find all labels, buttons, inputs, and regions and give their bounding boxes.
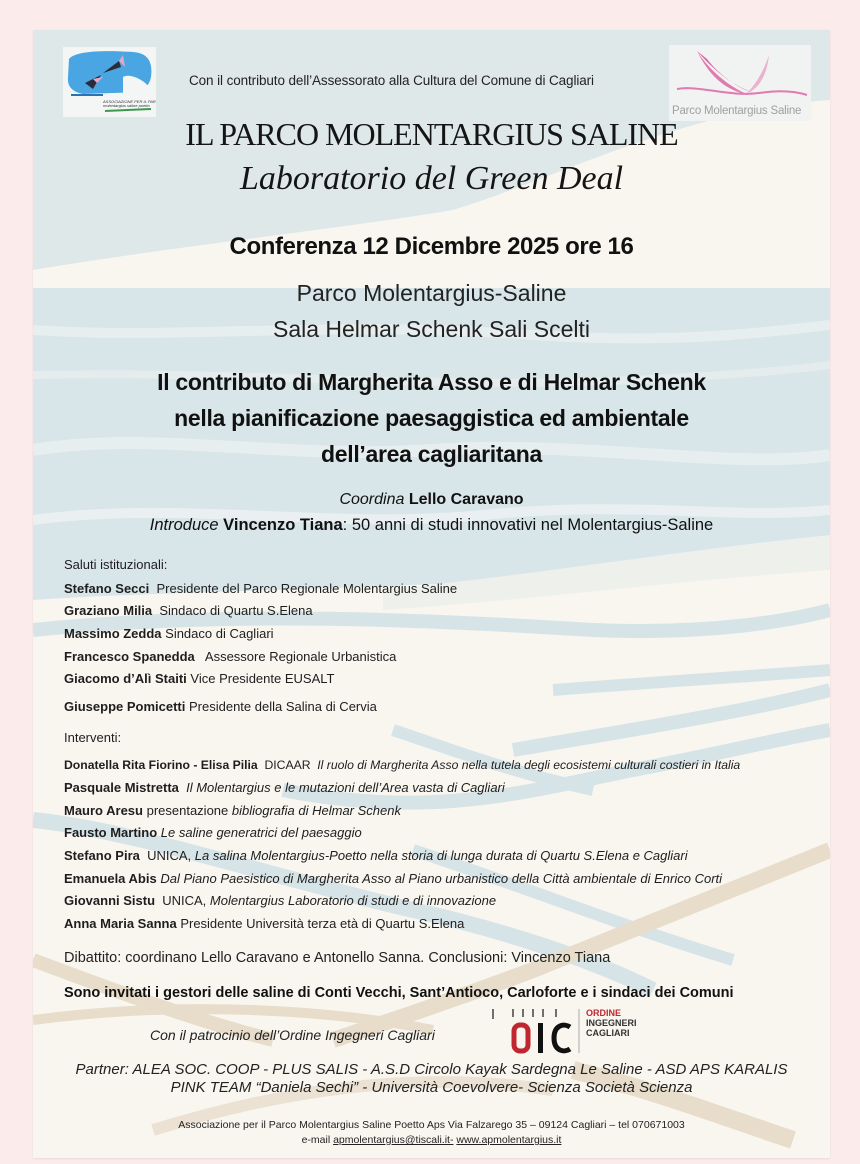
saluti-item — [64, 671, 334, 686]
speaker-name: Fausto Martino — [64, 825, 158, 840]
speaker-role: Sindaco di Quartu S.Elena — [152, 603, 313, 618]
interventi-heading: Interventi: — [64, 730, 122, 745]
speaker-role: Presidente del Parco Regionale Molentargius Saline — [149, 581, 458, 596]
speaker-name: Stefano Secci — [64, 581, 150, 596]
talk-title: Le saline generatrici del paesaggio — [160, 825, 362, 840]
association-logo — [63, 47, 156, 117]
oic-mark-icon — [488, 1007, 583, 1055]
speaker-role: Sindaco di Cagliari — [161, 626, 274, 641]
saluti-item — [64, 603, 313, 618]
speaker-role: Presidente della Salina di Cervia — [185, 699, 377, 714]
contact-line — [33, 1134, 830, 1146]
oic-line-2: INGEGNERI — [586, 1018, 637, 1028]
intro-label: Introduce — [149, 516, 219, 534]
intervento-item — [64, 871, 722, 886]
poster-subtitle: Laboratorio del Green Deal — [239, 160, 624, 197]
speaker-name: Francesco Spanedda — [64, 649, 195, 664]
debate-line: Dibattito: coordinano Lello Caravano e Antonello Sanna. Conclusioni: Vincenzo Tiana — [64, 950, 611, 966]
intervento-item — [64, 893, 496, 908]
saluti-item — [64, 581, 457, 596]
association-address: Associazione per il Parco Molentargius Saline Poetto Aps Via Falzarego 35 – 09124 Cagliari – tel 070671003 — [178, 1119, 685, 1131]
oic-text — [586, 1008, 637, 1038]
ordine-ingegneri-logo — [488, 1007, 637, 1055]
svg-text:molentargius saline poetto: molentargius saline poetto — [103, 103, 150, 108]
website-link[interactable]: www.apmolentargius.it — [456, 1134, 562, 1146]
speaker-name: Mauro Aresu — [64, 803, 143, 818]
introduction-line — [33, 516, 830, 535]
invited-line: Sono invitati i gestori delle saline di Conti Vecchi, Sant’Antioco, Carloforte e i sindaci dei Comuni — [64, 985, 734, 1001]
talk-title: Dal Piano Paesistico di Margherita Asso al Piano urbanistico della Città ambientale di Enrico Corti — [160, 871, 723, 886]
flamingo-wing-icon — [669, 45, 811, 105]
patronage-line: Con il patrocinio dell’Ordine Ingegneri Cagliari — [150, 1027, 435, 1043]
speaker-name: Stefano Pira — [64, 848, 140, 863]
speaker-name: Donatella Rita Fiorino - Elisa Pilia — [64, 758, 258, 772]
intervento-item — [64, 848, 688, 863]
coordinator-name: Lello Caravano — [408, 491, 524, 508]
email-label: e-mail — [301, 1134, 334, 1146]
topic-line-3: dell’area cagliaritana — [321, 441, 542, 467]
parco-molentargius-logo — [669, 45, 811, 121]
venue-line-2: Sala Helmar Schenk Sali Scelti — [272, 316, 591, 342]
talk-title: La salina Molentargius-Poetto nella storia di lunga durata di Quartu S.Elena e Cagliari — [194, 848, 688, 863]
svg-text:ASSOCIAZIONE PER IL PARCO: ASSOCIAZIONE PER IL PARCO — [103, 99, 156, 104]
intro-name: Vincenzo Tiana — [223, 516, 343, 534]
email-link[interactable]: apmolentargius@tiscali.it- — [333, 1134, 454, 1146]
speaker-name: Graziano Milia — [64, 603, 153, 618]
speaker-name: Massimo Zedda — [64, 626, 162, 641]
topic-line-1: Il contributo di Margherita Asso e di Helmar Schenk — [157, 369, 706, 395]
saluti-item — [64, 699, 377, 714]
flamingo-logo-icon — [63, 47, 156, 117]
intervento-item — [64, 780, 505, 795]
speaker-affiliation: Presidente Università terza età di Quartu S.Elena — [176, 916, 465, 931]
oic-line-1: ORDINE — [586, 1008, 622, 1018]
speaker-name: Giuseppe Pomicetti — [64, 699, 186, 714]
speaker-name: Giacomo d’Alì Staiti — [64, 671, 187, 686]
speaker-affiliation: DICAAR — [257, 758, 318, 772]
speaker-name: Giovanni Sistu — [64, 893, 156, 908]
saluti-item — [64, 649, 396, 664]
intro-text: : 50 anni di studi innovativi nel Molentargius-Saline — [342, 516, 714, 534]
coordinator-line — [33, 491, 830, 509]
intervento-item — [64, 803, 401, 818]
talk-title: Il Molentargius e le mutazioni dell’Area vasta di Cagliari — [186, 780, 505, 795]
talk-title: Il ruolo di Margherita Asso nella tutela degli ecosistemi culturali costieri in Italia — [317, 758, 741, 772]
logo-caption: Parco Molentargius Saline — [672, 105, 802, 117]
saluti-heading: Saluti istituzionali: — [64, 557, 168, 572]
intervento-item — [64, 916, 464, 931]
poster-title: IL PARCO MOLENTARGIUS SALINE — [185, 116, 678, 152]
speaker-name: Pasquale Mistretta — [64, 780, 179, 795]
speaker-affiliation: UNICA, — [139, 848, 195, 863]
speaker-name: Anna Maria Sanna — [64, 916, 177, 931]
partners-line-1: Partner: ALEA SOC. COOP - PLUS SALIS - A.S.D Circolo Kayak Sardegna Le Saline - ASD APS KARALIS — [75, 1061, 788, 1078]
talk-title: bibliografia di Helmar Schenk — [231, 803, 401, 818]
speaker-role: Assessore Regionale Urbanistica — [194, 649, 397, 664]
intervento-item — [64, 825, 362, 840]
event-poster — [33, 30, 830, 1158]
oic-line-3: CAGLIARI — [586, 1028, 630, 1038]
intervento-item — [64, 758, 740, 772]
coordinator-label: Coordina — [339, 491, 405, 508]
topic-line-2: nella pianificazione paesaggistica ed ambientale — [174, 405, 689, 431]
conference-date: Conferenza 12 Dicembre 2025 ore 16 — [229, 233, 634, 260]
talk-title: Molentargius Laboratorio di studi e di innovazione — [209, 893, 497, 908]
contribution-note: Con il contributo dell’Assessorato alla Cultura del Comune di Cagliari — [189, 73, 594, 88]
speaker-role: Vice Presidente EUSALT — [186, 671, 335, 686]
speaker-affiliation: UNICA, — [155, 893, 210, 908]
saluti-item — [64, 626, 274, 641]
speaker-affiliation: presentazione — [142, 803, 232, 818]
speaker-name: Emanuela Abis — [64, 871, 157, 886]
partners-line-2: PINK TEAM “Daniela Sechi” - Università Coevolvere- Scienza Società Scienza — [170, 1079, 693, 1096]
venue-line-1: Parco Molentargius-Saline — [296, 280, 567, 306]
